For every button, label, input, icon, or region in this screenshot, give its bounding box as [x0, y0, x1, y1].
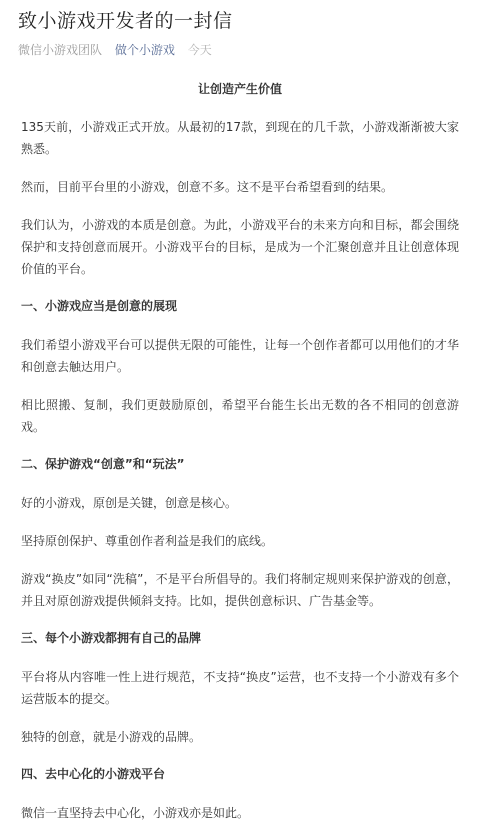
article-title: 致小游戏开发者的一封信	[18, 10, 233, 32]
section-heading: 一、小游戏应当是创意的展现	[21, 299, 178, 313]
section-heading: 三、每个小游戏都拥有自己的品牌	[21, 631, 202, 645]
paragraph: 游戏“换皮”如同“洗稿”，不是平台所倡导的。我们将制定规则来保护游戏的创意，并且对原创游戏提供倾斜支持。比如，提供创意标识、广告基金等。	[21, 572, 459, 608]
paragraph: 坚持原创保护、尊重创作者利益是我们的底线。	[21, 534, 274, 548]
paragraph: 好的小游戏，原创是关键，创意是核心。	[21, 496, 238, 510]
paragraph: 独特的创意，就是小游戏的品牌。	[21, 730, 202, 744]
article-author: 微信小游戏团队	[18, 43, 103, 57]
section-heading: 四、去中心化的小游戏平台	[21, 767, 166, 781]
paragraph: 我们希望小游戏平台可以提供无限的可能性，让每一个创作者都可以用他们的才华和创意去触达用户。	[21, 338, 459, 374]
account-link[interactable]: 做个小游戏	[114, 43, 175, 57]
section-heading: 二、保护游戏“创意”和“玩法”	[21, 457, 185, 471]
paragraph: 平台将从内容唯一性上进行规范，不支持“换皮”运营，也不支持一个小游戏有多个运营版本的提交。	[21, 670, 459, 706]
paragraph: 微信一直坚持去中心化，小游戏亦是如此。	[21, 806, 250, 820]
article-meta	[18, 42, 462, 58]
paragraph: 然而，目前平台里的小游戏，创意不多。这不是平台希望看到的结果。	[21, 180, 394, 194]
article-heading: 让创造产生价值	[197, 82, 282, 96]
paragraph: 我们认为，小游戏的本质是创意。为此，小游戏平台的未来方向和目标，都会围绕保护和支持创意而展开。小游戏平台的目标，是成为一个汇聚创意并且让创意体现价值的平台。	[21, 218, 459, 276]
paragraph: 相比照搬、复制，我们更鼓励原创，希望平台能生长出无数的各不相同的创意游戏。	[21, 398, 459, 434]
publish-date: 今天	[187, 43, 212, 57]
article-content	[18, 80, 462, 824]
paragraph: 135天前，小游戏正式开放。从最初的17款，到现在的几千款，小游戏渐渐被大家熟悉。	[21, 120, 459, 156]
